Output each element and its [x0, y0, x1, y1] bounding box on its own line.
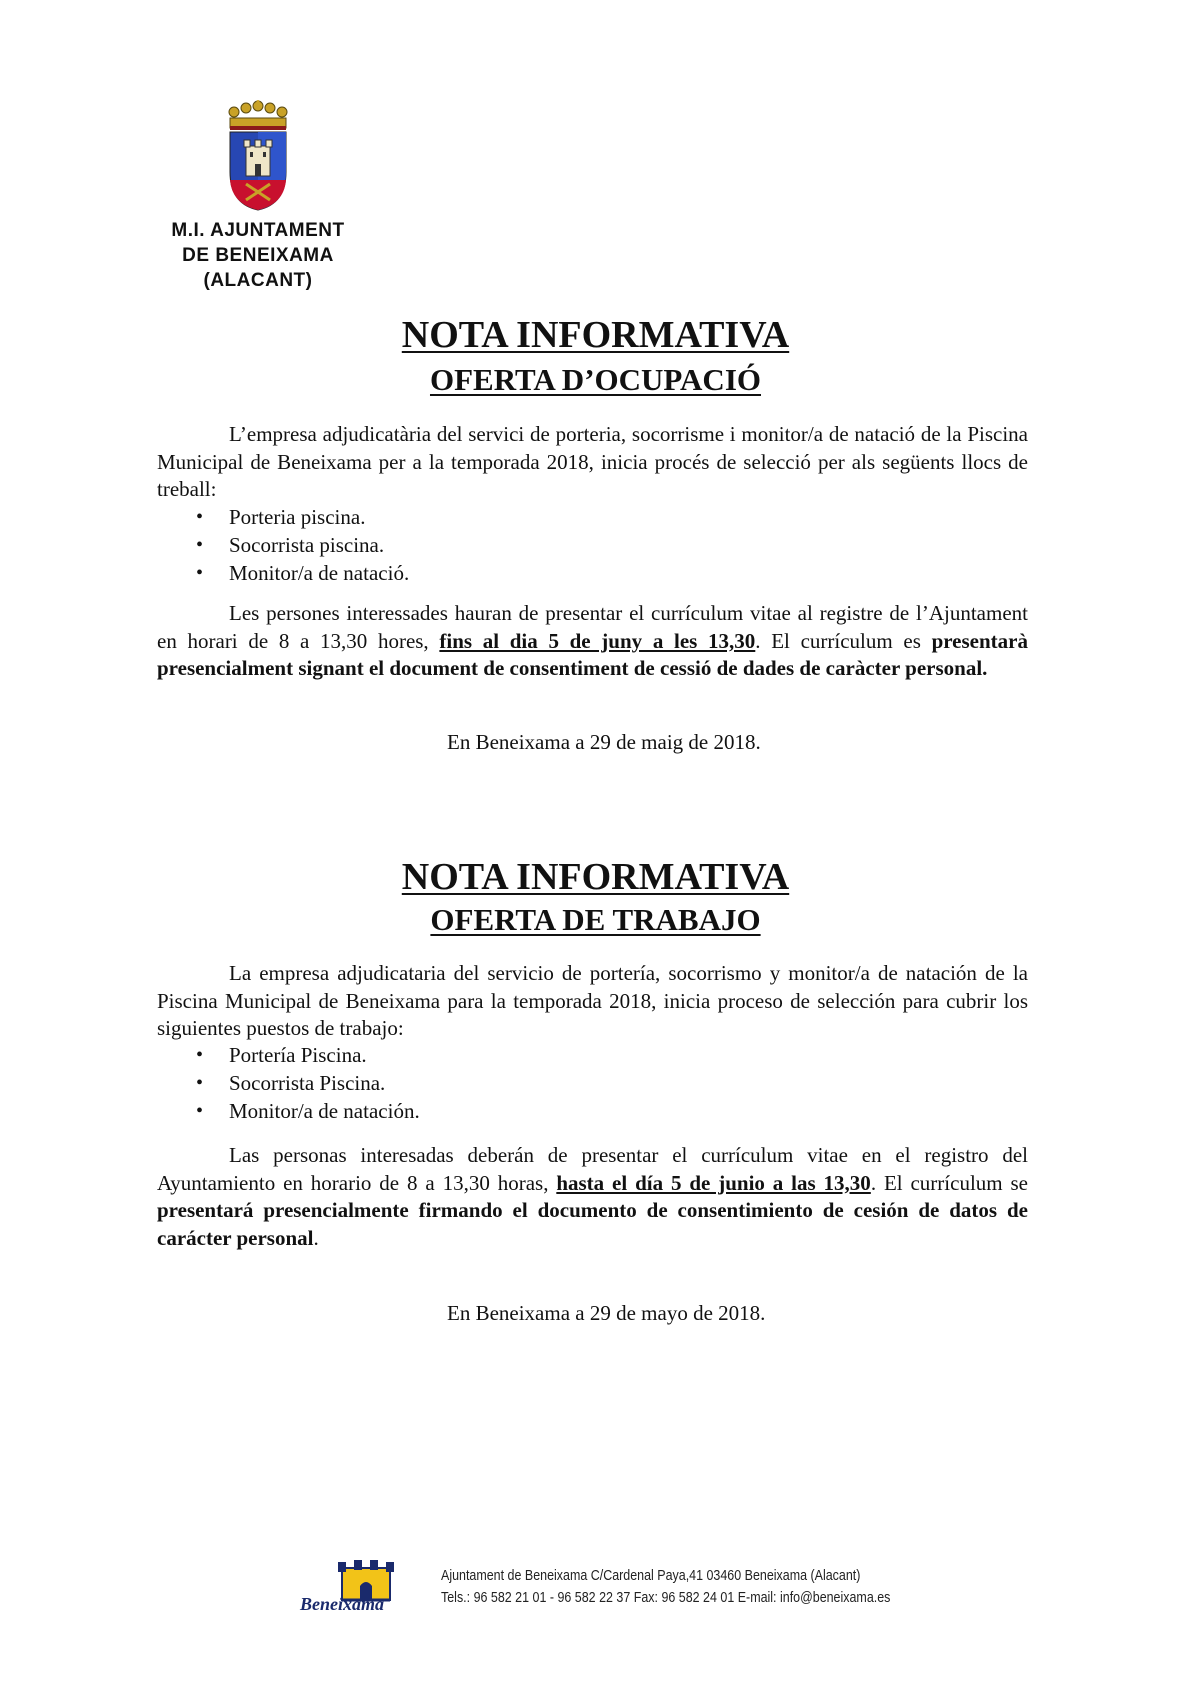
list-item: • Monitor/a de natación.: [157, 1097, 1028, 1125]
requirement-text: presentará presencialmente firmando el documento de consentimiento de cesión de datos de carácter personal: [157, 1198, 1028, 1250]
list-item: • Socorrista Piscina.: [157, 1069, 1028, 1097]
list-item: • Monitor/a de natació.: [157, 559, 1028, 587]
application-paragraph-valencian: [157, 600, 1028, 683]
requirement-text: presentarà presencialment signant el document de consentiment de cessió de dades de caràcter personal.: [157, 628, 1028, 680]
org-line-2: DE BENEIXAMA: [182, 245, 334, 266]
intro-text: L’empresa adjudicatària del servici de porteria, socorrisme i monitor/a de natació de la Piscina Municipal de Beneixama per a la temporada 2018, inicia procés de selecció per als següents llocs de treball:: [157, 422, 1028, 501]
application-text: . El currículum es: [755, 628, 932, 653]
logo-text: Beneixama: [300, 1594, 384, 1614]
footer-contact: Tels.: 96 582 21 01 - 96 582 22 37 Fax: 96 582 24 01 E-mail: info@beneixama.es: [441, 1590, 891, 1606]
list-item: • Portería Piscina.: [157, 1041, 1028, 1069]
application-text: Les persones interessades hauran de presentar el currículum vitae al registre de l’Ajuntament en horari de 8 a 13,30 hores,: [157, 601, 1028, 653]
date-spanish: En Beneixama a 29 de mayo de 2018.: [447, 1301, 766, 1325]
notice-title-spanish: NOTA INFORMATIVA: [401, 856, 790, 898]
application-text: . El currículum se: [870, 1170, 1028, 1195]
intro-paragraph-valencian: [157, 421, 1028, 504]
intro-paragraph-spanish: [157, 960, 1028, 1043]
footer-address: Ajuntament de Beneixama C/Cardenal Paya,41 03460 Beneixama (Alacant): [441, 1568, 861, 1584]
notice-title-valencian: NOTA INFORMATIVA: [401, 314, 790, 356]
application-text: Las personas interesadas deberán de presentar el currículum vitae en el registro del Ayuntamiento en horario de 8 a 13,30 horas,: [157, 1143, 1028, 1195]
application-text: .: [313, 1225, 319, 1250]
positions-list-valencian: [157, 503, 1028, 587]
organization-name: [128, 218, 388, 293]
deadline-text: hasta el día 5 de junio a las 13,30: [556, 1170, 871, 1195]
beneixama-logo: [298, 1560, 418, 1616]
org-line-1: M.I. AJUNTAMENT: [171, 220, 345, 241]
positions-list-spanish: [157, 1041, 1028, 1125]
application-paragraph-spanish: [157, 1142, 1028, 1252]
list-item: • Socorrista piscina.: [157, 531, 1028, 559]
list-item: • Porteria piscina.: [157, 503, 1028, 531]
coat-of-arms-icon: [222, 100, 294, 212]
deadline-text: fins al dia 5 de juny a les 13,30: [439, 628, 756, 653]
date-valencian: En Beneixama a 29 de maig de 2018.: [447, 730, 761, 754]
notice-subtitle-valencian: OFERTA D’OCUPACIÓ: [429, 362, 761, 397]
intro-text: La empresa adjudicataria del servicio de portería, socorrismo y monitor/a de natación de la Piscina Municipal de Beneixama para la temporada 2018, inicia proceso de selección para cubrir los siguientes puestos de trabajo:: [157, 961, 1028, 1040]
org-line-3: (ALACANT): [203, 270, 313, 291]
notice-subtitle-spanish: OFERTA DE TRABAJO: [430, 902, 761, 937]
